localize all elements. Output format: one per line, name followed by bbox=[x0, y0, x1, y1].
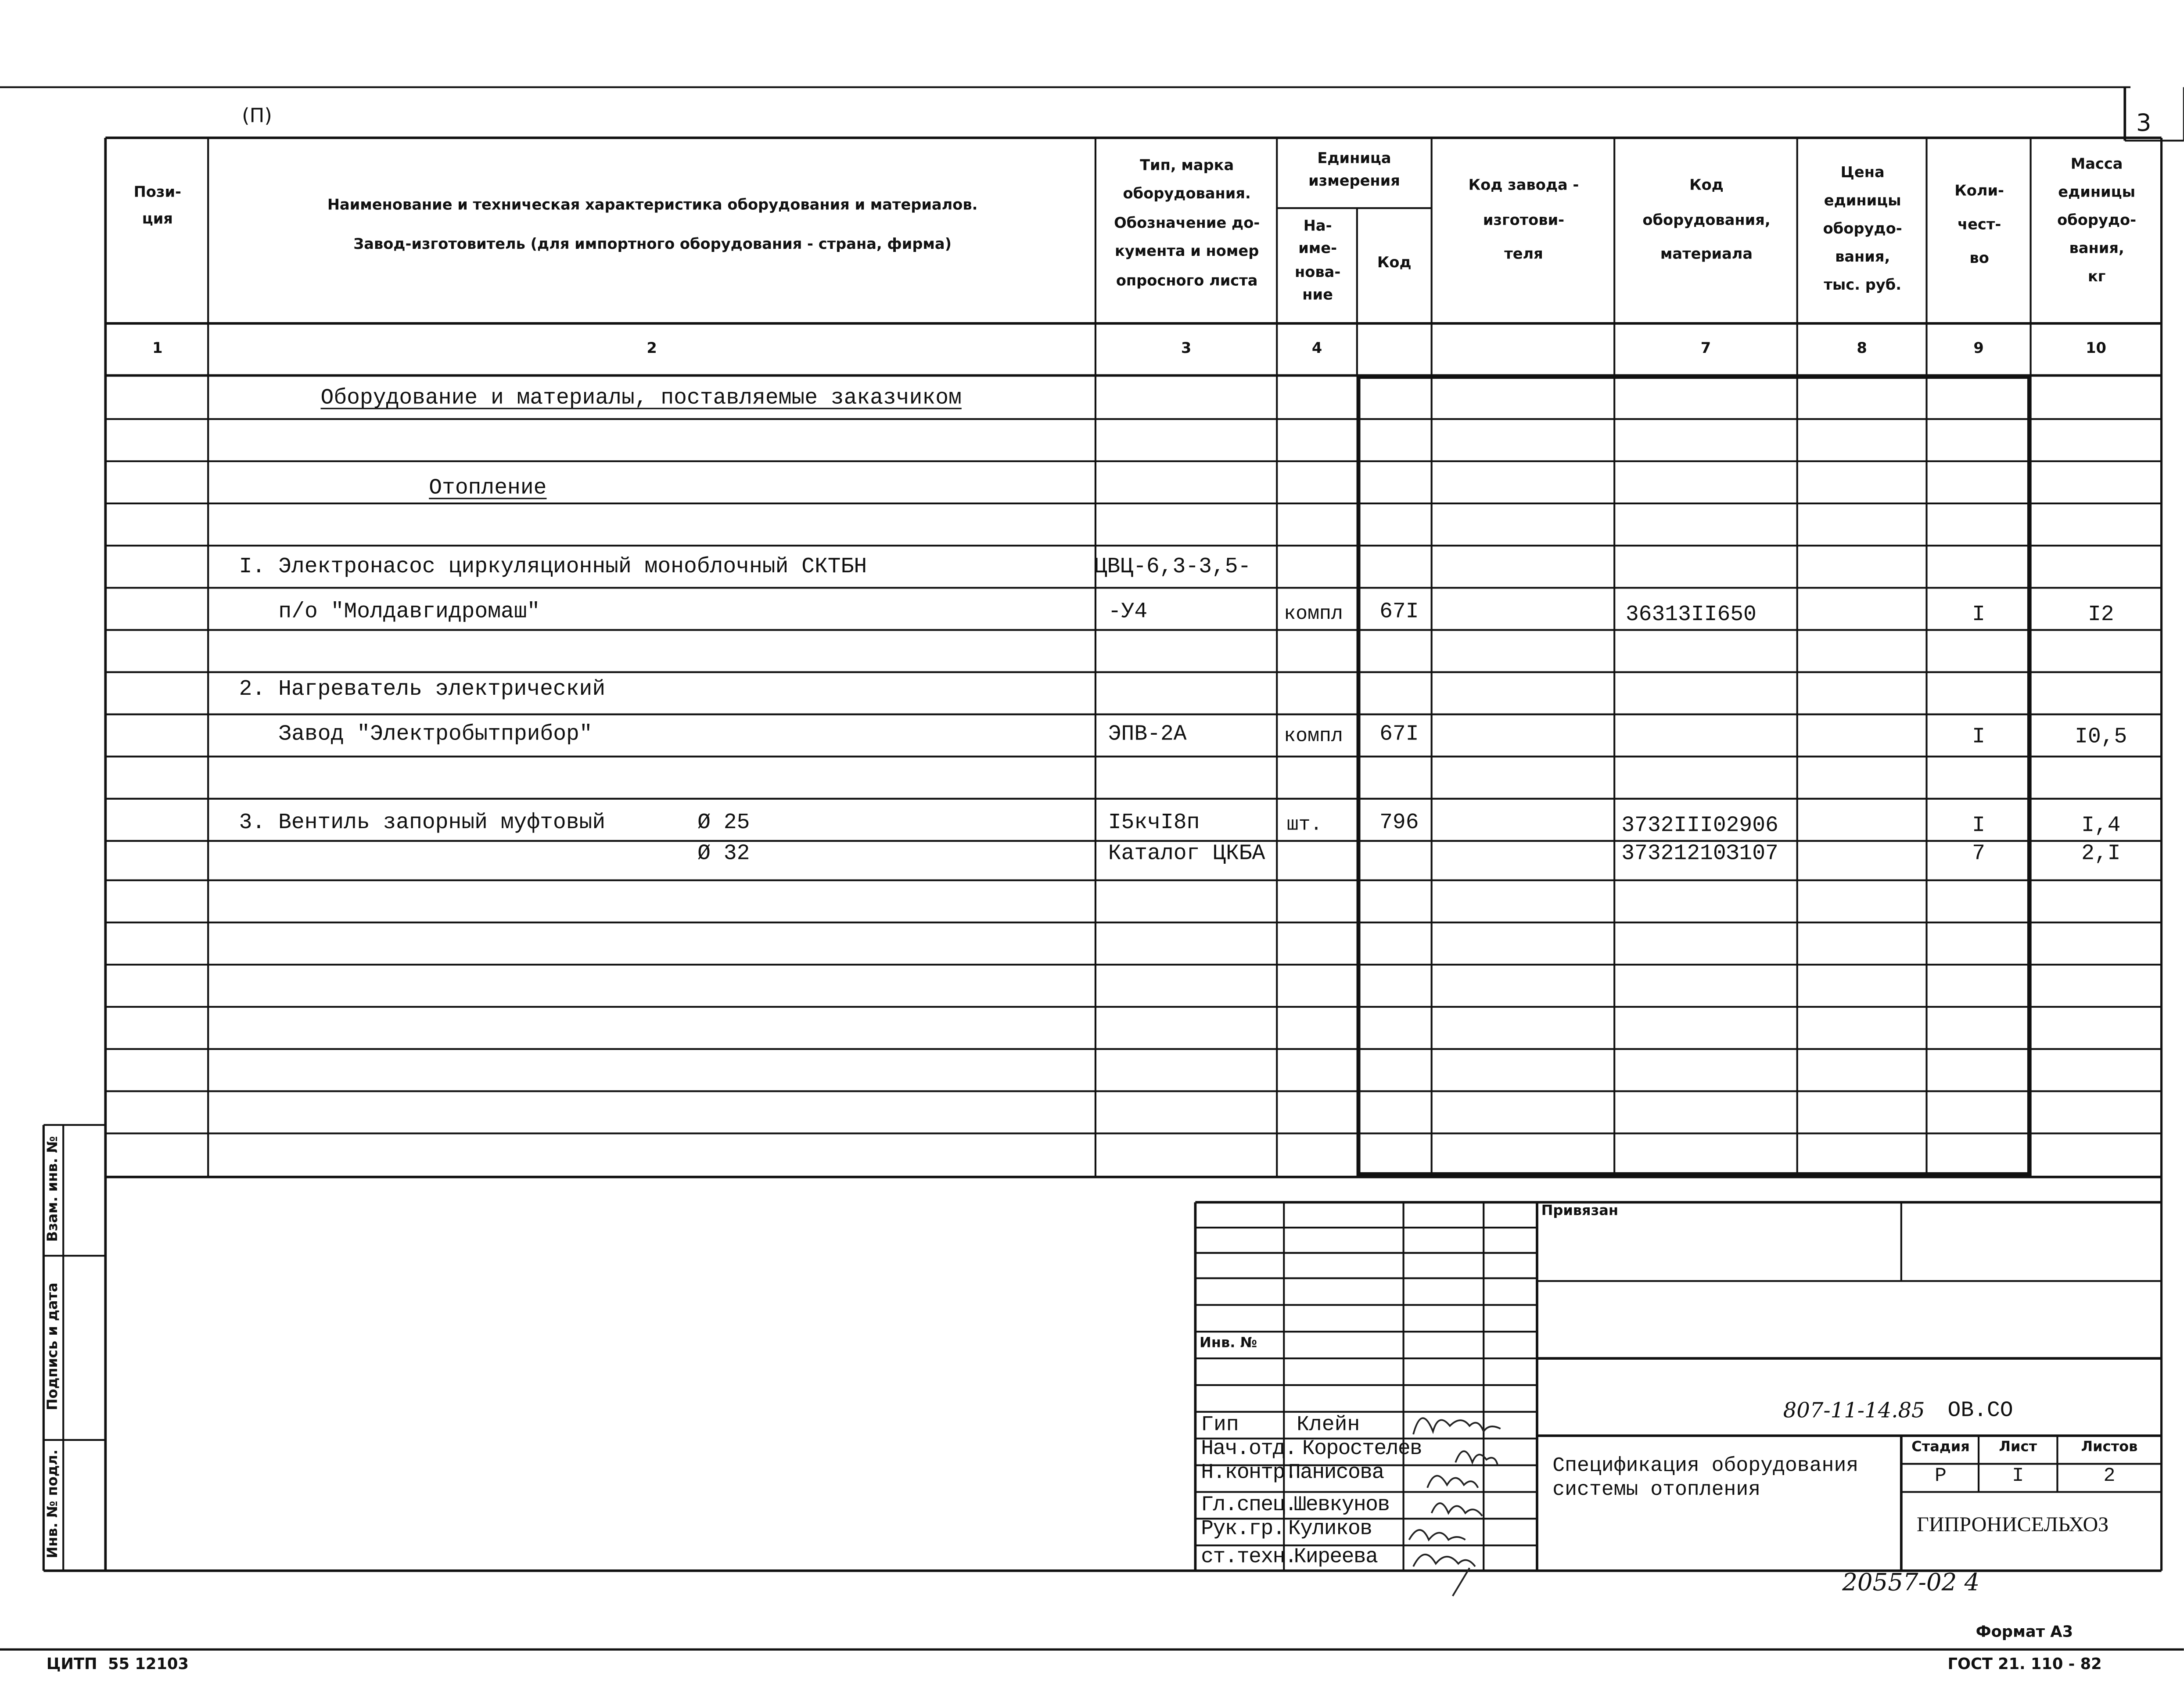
stamp-privyazan: Привязан bbox=[1541, 1203, 1619, 1219]
item3-qty-1: I bbox=[1972, 812, 1985, 838]
stamp-stage: Р bbox=[1935, 1465, 1947, 1488]
header-equip-code: Код оборудования, материала bbox=[1642, 177, 1771, 264]
stamp-role: Гл.спец. bbox=[1201, 1493, 1297, 1518]
item3-type-line2: Каталог ЦКБА bbox=[1108, 840, 1265, 866]
stamp-role: Гип bbox=[1201, 1413, 1239, 1437]
item3-diameter-32: Ø 32 bbox=[697, 840, 750, 866]
item1-qty: I bbox=[1972, 602, 1985, 627]
stamp-title-line2: системы отопления bbox=[1552, 1479, 1761, 1502]
stamp-person: Куликов bbox=[1288, 1517, 1372, 1541]
subsection-title: Отопление bbox=[429, 475, 547, 501]
item2-name-line2: Завод "Электробытприбор" bbox=[278, 721, 593, 747]
signature-marks bbox=[1409, 1418, 1500, 1596]
header-unit-name: На- име- нова- ние bbox=[1294, 218, 1341, 304]
stamp-sheets: 2 bbox=[2103, 1465, 2116, 1488]
stamp-stage-label: Стадия bbox=[1911, 1440, 1970, 1456]
stamp-sheets-label: Листов bbox=[2081, 1440, 2138, 1456]
item3-mass-1: I,4 bbox=[2081, 812, 2121, 838]
stamp-role: ст.техн. bbox=[1201, 1545, 1297, 1569]
margin-vzam-inv: Взам. инв. № bbox=[46, 1136, 61, 1242]
publisher-label: ЦИТП 55 12103 bbox=[46, 1655, 189, 1673]
item1-type-line1: ЦВЦ-6,3-3,5- bbox=[1094, 554, 1251, 580]
item1-name-line2: п/о "Молдавгидромаш" bbox=[278, 599, 540, 625]
colnum-3: 3 bbox=[1181, 340, 1192, 357]
colnum-10: 10 bbox=[2086, 340, 2106, 357]
item3-equip-code-2: 37321210З107 bbox=[1621, 840, 1778, 866]
section-title: Оборудование и материалы, поставляемые заказчиком bbox=[320, 385, 962, 411]
stamp-person: Коростелев bbox=[1302, 1437, 1422, 1461]
stamp-inv-no: Инв. № bbox=[1200, 1336, 1257, 1352]
gost-label: ГОСТ 21. 110 - 82 bbox=[1947, 1655, 2102, 1673]
colnum-7: 7 bbox=[1700, 340, 1711, 357]
header-factory-code: Код завода - изготови- теля bbox=[1468, 177, 1579, 264]
item2-mass: I0,5 bbox=[2075, 724, 2127, 750]
stamp-doc-suffix: ОВ.СО bbox=[1947, 1397, 2013, 1423]
colnum-4: 4 bbox=[1311, 340, 1322, 357]
stamp-role: Н.контр. bbox=[1201, 1461, 1297, 1485]
margin-inv-podl: Инв. № подл. bbox=[46, 1449, 61, 1558]
sheet-number: 3 bbox=[2136, 109, 2152, 138]
header-mass: Масса единицы оборудо- вания, кг bbox=[2057, 156, 2137, 285]
header-unit-code: Код bbox=[1377, 254, 1412, 272]
margin-podpis-data: Подпись и дата bbox=[46, 1282, 61, 1411]
item3-diameter-25: Ø 25 bbox=[697, 810, 750, 836]
item3-name: 3. Вентиль запорный муфтовый bbox=[239, 810, 606, 836]
item2-qty: I bbox=[1972, 724, 1985, 750]
colnum-9: 9 bbox=[1973, 340, 1984, 357]
header-position: Пози- ция bbox=[133, 184, 182, 229]
item1-equip-code: 36313II650 bbox=[1625, 602, 1757, 627]
stamp-org: ГИПРОНИСЕЛЬХОЗ bbox=[1917, 1514, 2109, 1537]
header-name: Наименование и техническая характеристика оборудования и материалов. Завод-изготовитель (для импортного оборудования - страна, фирма) bbox=[327, 197, 978, 254]
item1-unit: компл bbox=[1284, 603, 1343, 626]
header-price: Цена единицы оборудо- вания, тыс. руб. bbox=[1823, 164, 1902, 294]
item2-type: ЭПВ-2А bbox=[1108, 721, 1187, 747]
header-qty: Коли- чест- во bbox=[1954, 183, 2004, 268]
item1-name-line1: I. Электронасос циркуляционный моноблочный СКТБН bbox=[239, 554, 867, 580]
format-label: Формат А3 bbox=[1976, 1623, 2073, 1641]
stamp-doc-code: 807-11-14.85 bbox=[1783, 1397, 1925, 1423]
item3-unit: шт. bbox=[1286, 814, 1322, 837]
item3-mass-2: 2,I bbox=[2081, 840, 2121, 866]
item3-unit-code: 796 bbox=[1379, 810, 1419, 836]
section-mark: (П) bbox=[242, 105, 272, 128]
item1-unit-code: 67I bbox=[1379, 599, 1419, 625]
stamp-sheet: I bbox=[2012, 1465, 2024, 1488]
header-unit: Единица измерения bbox=[1308, 150, 1400, 190]
stamp-person: Клейн bbox=[1297, 1413, 1360, 1437]
colnum-1: 1 bbox=[152, 340, 163, 357]
stamp-role: Нач.отд. bbox=[1201, 1437, 1297, 1461]
archive-number: 20557-02 4 bbox=[1842, 1569, 1980, 1598]
colnum-8: 8 bbox=[1857, 340, 1867, 357]
stamp-title-line1: Спецификация оборудования bbox=[1552, 1455, 1859, 1478]
stamp-person: Шевкунов bbox=[1293, 1493, 1390, 1518]
item3-qty-2: 7 bbox=[1972, 840, 1985, 866]
stamp-person: Киреева bbox=[1293, 1545, 1378, 1569]
item3-equip-code-1: 3732III02906 bbox=[1621, 812, 1778, 838]
item3-type-line1: I5кчI8п bbox=[1108, 810, 1200, 836]
stamp-role: Рук.гр. bbox=[1201, 1517, 1285, 1541]
colnum-2: 2 bbox=[647, 340, 657, 357]
stamp-person: Панисова bbox=[1288, 1461, 1384, 1485]
item2-name-line1: 2. Нагреватель электрический bbox=[239, 676, 606, 702]
item2-unit: компл bbox=[1284, 725, 1343, 748]
header-type: Тип, марка оборудования. Обозначение до- кумента и номер опросного листа bbox=[1114, 157, 1260, 290]
stamp-sheet-label: Лист bbox=[1999, 1440, 2037, 1456]
item1-type-line2: -У4 bbox=[1108, 599, 1148, 625]
item2-unit-code: 67I bbox=[1379, 721, 1419, 747]
item1-mass: I2 bbox=[2087, 602, 2114, 627]
